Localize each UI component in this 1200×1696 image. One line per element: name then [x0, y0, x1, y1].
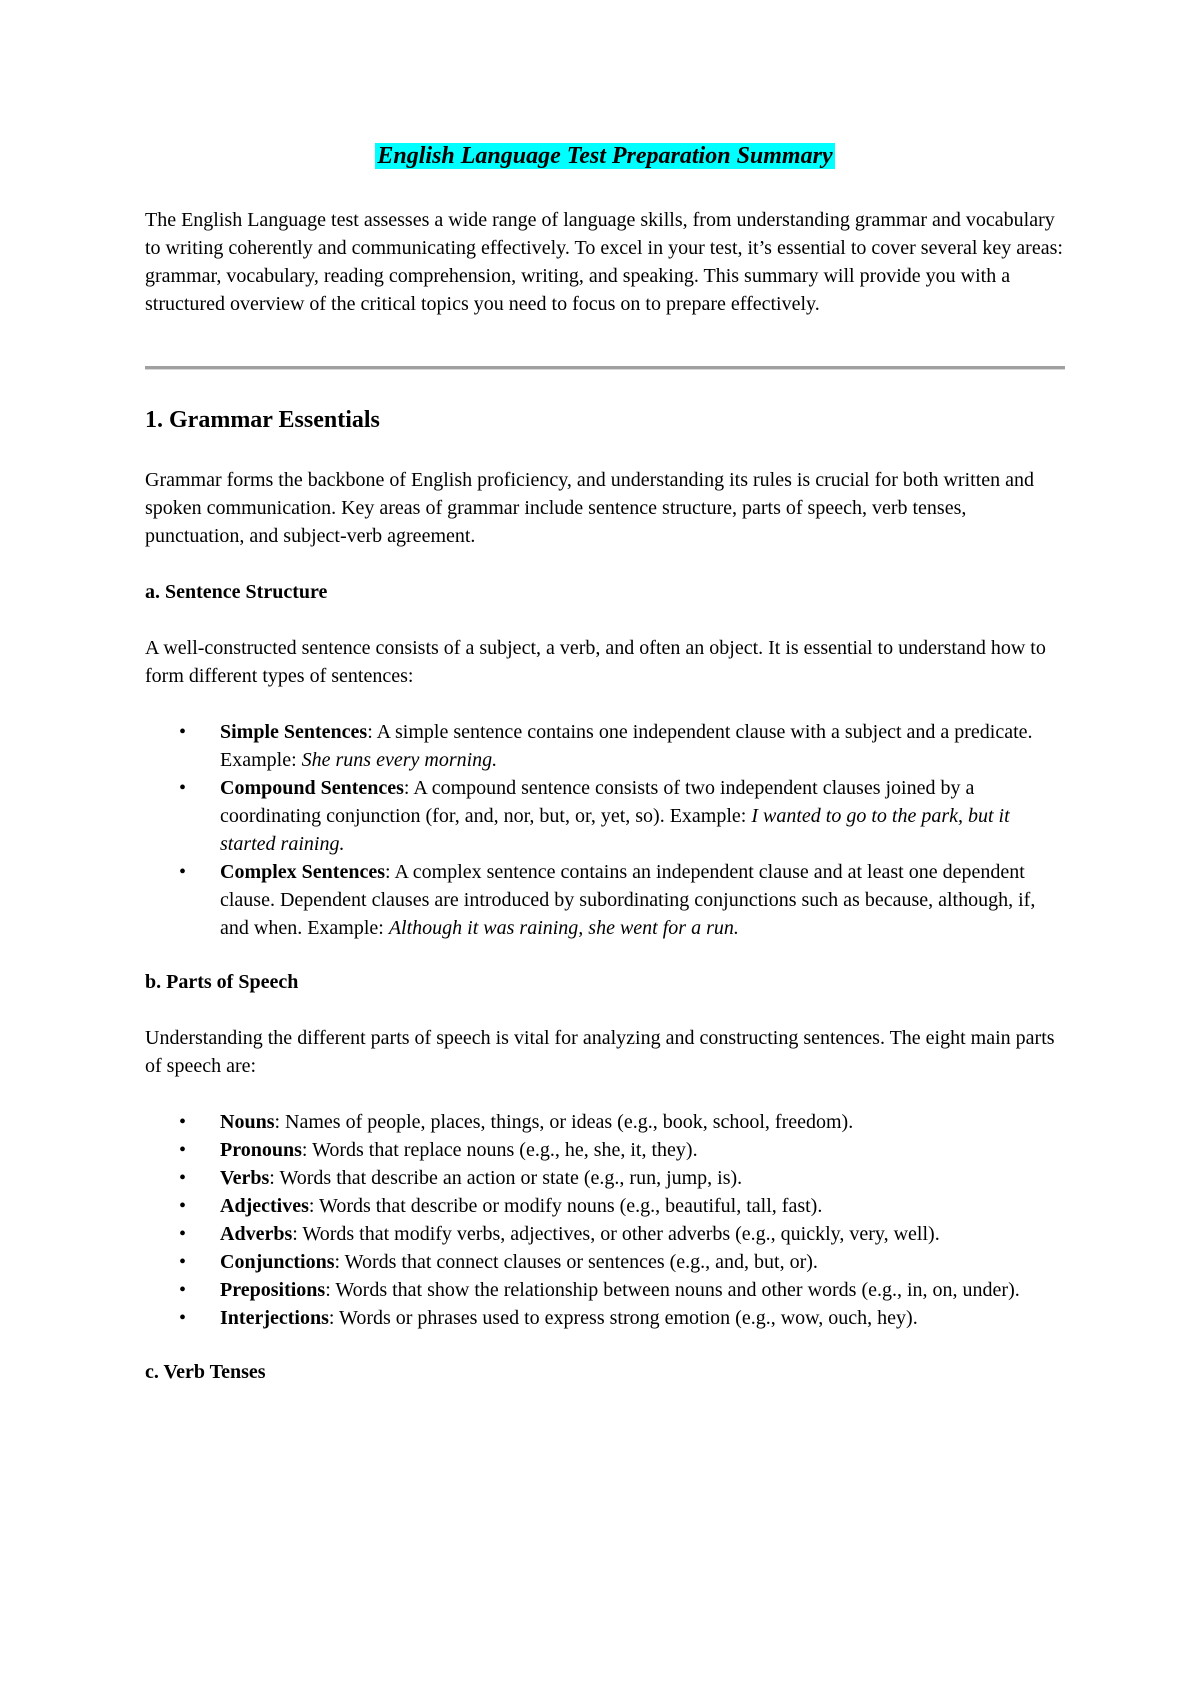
list-item-term: Nouns: [220, 1111, 275, 1133]
list-item: [145, 718, 1065, 774]
list-item: [145, 1248, 1065, 1276]
list-item-example: Although it was raining, she went for a run.: [388, 917, 739, 939]
subsection-heading-verb-tenses: c. Verb Tenses: [145, 1361, 266, 1383]
bullet-icon: •: [179, 721, 187, 743]
list-item: [145, 1136, 1065, 1164]
list-item-term: Interjections: [220, 1307, 329, 1329]
list-item: [145, 1220, 1065, 1248]
list-item-desc: : Words that connect clauses or sentences (e.g., and, but, or).: [334, 1251, 818, 1273]
bullet-icon: •: [179, 1139, 187, 1161]
list-item-term: Compound Sentences: [220, 777, 404, 799]
subsection-heading-sentence-structure: a. Sentence Structure: [145, 581, 328, 603]
bullet-icon: •: [179, 1279, 187, 1301]
list-item-desc: : Words that replace nouns (e.g., he, she, it, they).: [301, 1139, 698, 1161]
list-item-term: Simple Sentences: [220, 721, 368, 743]
list-item-term: Adjectives: [220, 1195, 309, 1217]
list-item-term: Complex Sentences: [220, 861, 385, 883]
subsection-paragraph-parts-of-speech: Understanding the different parts of speech is vital for analyzing and constructing sentences. The eight main parts of speech are:: [145, 1027, 1055, 1077]
list-item-desc: : A simple sentence contains one independent clause with a subject and a predicate.: [367, 721, 1033, 743]
bullet-icon: •: [179, 777, 187, 799]
list-item: [145, 1304, 1065, 1332]
parts-of-speech-list: [145, 1108, 1065, 1332]
section-heading-grammar: 1. Grammar Essentials: [145, 407, 380, 433]
list-item: [145, 1276, 1065, 1304]
bullet-icon: •: [179, 1111, 187, 1133]
list-item-desc: : Words that describe or modify nouns (e.g., beautiful, tall, fast).: [308, 1195, 823, 1217]
bullet-icon: •: [179, 1251, 187, 1273]
list-item-example: I wanted to go to the park, but it started raining.: [220, 805, 1010, 855]
list-item-desc: : Words that modify verbs, adjectives, or other adverbs (e.g., quickly, very, well).: [292, 1223, 940, 1245]
subsection-paragraph-sentence-structure: A well-constructed sentence consists of a subject, a verb, and often an object. It is essential to understand how to form different types of sentences:: [145, 637, 1046, 687]
list-item-example: She runs every morning.: [301, 749, 498, 771]
list-item-desc: : A complex sentence contains an independent clause and at least one dependent clause. Dependent clauses are introduced by subordinating conjunctions such as because, although, if, and when. Example:: [220, 861, 1036, 939]
list-item: [145, 1192, 1065, 1220]
bullet-icon: •: [179, 861, 187, 883]
document-title: [145, 140, 1065, 172]
list-item-desc: : Words that describe an action or state (e.g., run, jump, is).: [269, 1167, 743, 1189]
bullet-icon: •: [179, 1195, 187, 1217]
list-item: [145, 1108, 1065, 1136]
list-item: [145, 858, 1065, 942]
list-item-desc: : Words that show the relationship between nouns and other words (e.g., in, on, under).: [325, 1279, 1020, 1301]
list-item: [145, 1164, 1065, 1192]
list-item-term: Adverbs: [220, 1223, 293, 1245]
bullet-icon: •: [179, 1167, 187, 1189]
subsection-heading-parts-of-speech: b. Parts of Speech: [145, 971, 299, 993]
document-title-text: English Language Test Preparation Summary: [377, 143, 833, 169]
section-paragraph-grammar: Grammar forms the backbone of English proficiency, and understanding its rules is crucial for both written and spoken communication. Key areas of grammar include sentence structure, parts of speech, verb tenses, punctuation, and subject-verb agreement.: [145, 469, 1035, 547]
sentence-types-list: [145, 718, 1065, 942]
list-item-desc: : Words or phrases used to express strong emotion (e.g., wow, ouch, hey).: [328, 1307, 918, 1329]
list-item-example-label: Example:: [220, 749, 302, 771]
document-page: [145, 140, 1065, 1414]
horizontal-divider: [145, 366, 1065, 370]
list-item-term: Pronouns: [220, 1139, 302, 1161]
bullet-icon: •: [179, 1223, 187, 1245]
intro-paragraph: The English Language test assesses a wide range of language skills, from understanding grammar and vocabulary to writing coherently and communicating effectively. To excel in your test, it’s essential to cover several key areas: grammar, vocabulary, reading comprehension, writing, and speaking. This summary will provide you with a structured overview of the critical topics you need to focus on to prepare effectively.: [145, 209, 1063, 315]
bullet-icon: •: [179, 1307, 187, 1329]
list-item: [145, 774, 1065, 858]
list-item-desc: : A compound sentence consists of two independent clauses joined by a coordinating conjunction (for, and, nor, but, or, yet, so). Example:: [220, 777, 975, 827]
list-item-desc: : Names of people, places, things, or ideas (e.g., book, school, freedom).: [274, 1111, 854, 1133]
list-item-term: Prepositions: [220, 1279, 326, 1301]
list-item-term: Conjunctions: [220, 1251, 335, 1273]
list-item-term: Verbs: [220, 1167, 270, 1189]
